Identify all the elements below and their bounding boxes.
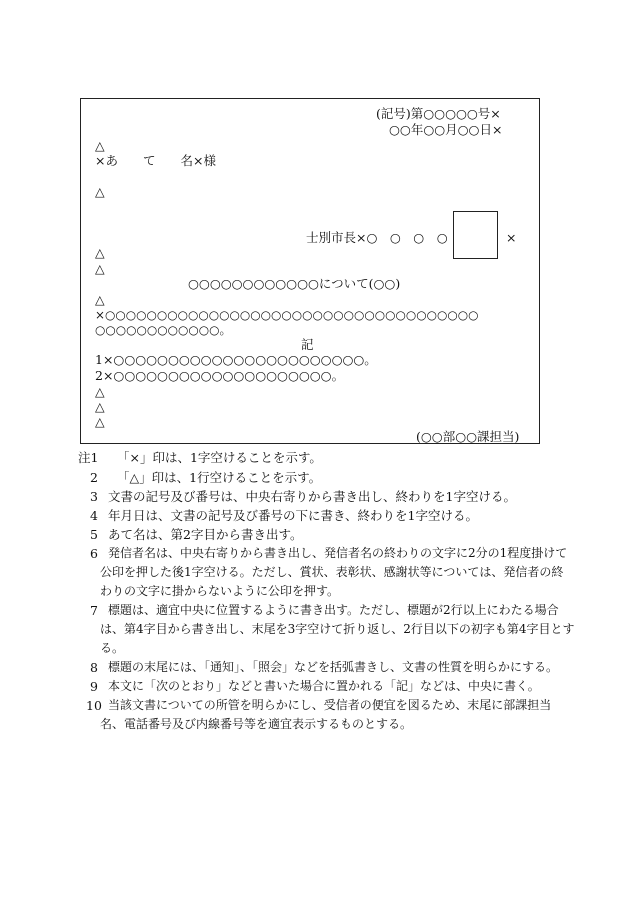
list-item-1: 1×○○○○○○○○○○○○○○○○○○○○○○○。 [95,352,377,367]
note-text: 当該文書についての所管を明らかにし、受信者の便宜を図るため、末尾に部課担当 [108,698,552,712]
note-text-continued: る。 [100,641,125,655]
note-label: 注1 [78,450,99,465]
blank-line-marker: △ [95,414,105,429]
note-label: 9 [90,679,98,694]
note-text: 「△」印は、1行空けることを示す。 [117,470,322,485]
ki-heading: 記 [301,337,314,352]
note-text: あて名は、第2字目から書き出す。 [108,527,303,542]
doc-date: ○○年○○月○○日× [389,122,503,137]
note-text: 「×」印は、1字空けることを示す。 [117,450,322,465]
note-text: 文書の記号及び番号は、中央右寄りから書き出し、終わりを1字空ける。 [108,489,516,504]
blank-line-marker: △ [95,184,105,199]
note-text: 標題は、適宜中央に位置するように書き出す。ただし、標題が2行以上にわたる場合 [108,603,559,617]
sender-name: 士別市長×○ ○ ○ ○ [306,230,448,245]
blank-line-marker: △ [95,384,105,399]
document-form-frame [80,98,540,444]
note-text-continued: わりの文字に掛からないように公印を押す。 [100,584,340,598]
note-text: 年月日は、文書の記号及び番号の下に書き、終わりを1字空ける。 [108,508,478,523]
blank-line-marker: △ [95,399,105,414]
note-text: 発信者名は、中央右寄りから書き出し、発信者名の終わりの文字に2分の1程度掛けて [108,546,568,560]
document-title: ○○○○○○○○○○○○について(○○) [188,276,401,291]
note-text-continued: は、第4字目から書き出し、末尾を3字空けて折り返し、2行目以下の初字も第4字目とす [100,622,575,636]
note-label: 3 [90,489,98,504]
blank-line-marker: △ [95,292,105,307]
note-label: 8 [90,660,98,675]
note-label: 2 [90,470,98,485]
note-text: 本文に「次のとおり」などと書いた場合に置かれる「記」などは、中央に書く。 [108,679,540,693]
note-text-continued: 公印を押した後1字空ける。ただし、賞状、表彰状、感謝状等については、発信者の終 [100,565,564,579]
sender-end-space: × [506,230,517,245]
list-item-2: 2×○○○○○○○○○○○○○○○○○○○○。 [95,368,345,383]
note-label: 4 [90,508,98,523]
note-text: 標題の末尾には、「通知」、「照会」などを括弧書きし、文書の性質を明らかにする。 [108,660,559,674]
blank-line-marker: △ [95,138,105,153]
note-text-continued: 名、電話番号及び内線番号等を適宜表示するものとする。 [100,717,413,731]
body-text-line-2: ○○○○○○○○○○○○。 [95,323,232,337]
doc-number: (記号)第○○○○○号× [376,106,501,121]
addressee: ×あ て 名×様 [95,153,216,168]
contact-department: (○○部○○課担当) [416,429,520,444]
note-label: 5 [90,527,98,542]
note-label: 6 [90,546,98,561]
note-label: 7 [90,603,98,618]
official-seal-box [453,211,498,259]
blank-line-marker: △ [95,245,105,260]
blank-line-marker: △ [95,261,105,276]
note-label: 10 [86,698,102,713]
body-text-line-1: ×○○○○○○○○○○○○○○○○○○○○○○○○○○○○○○○○○○○○ [95,308,479,322]
